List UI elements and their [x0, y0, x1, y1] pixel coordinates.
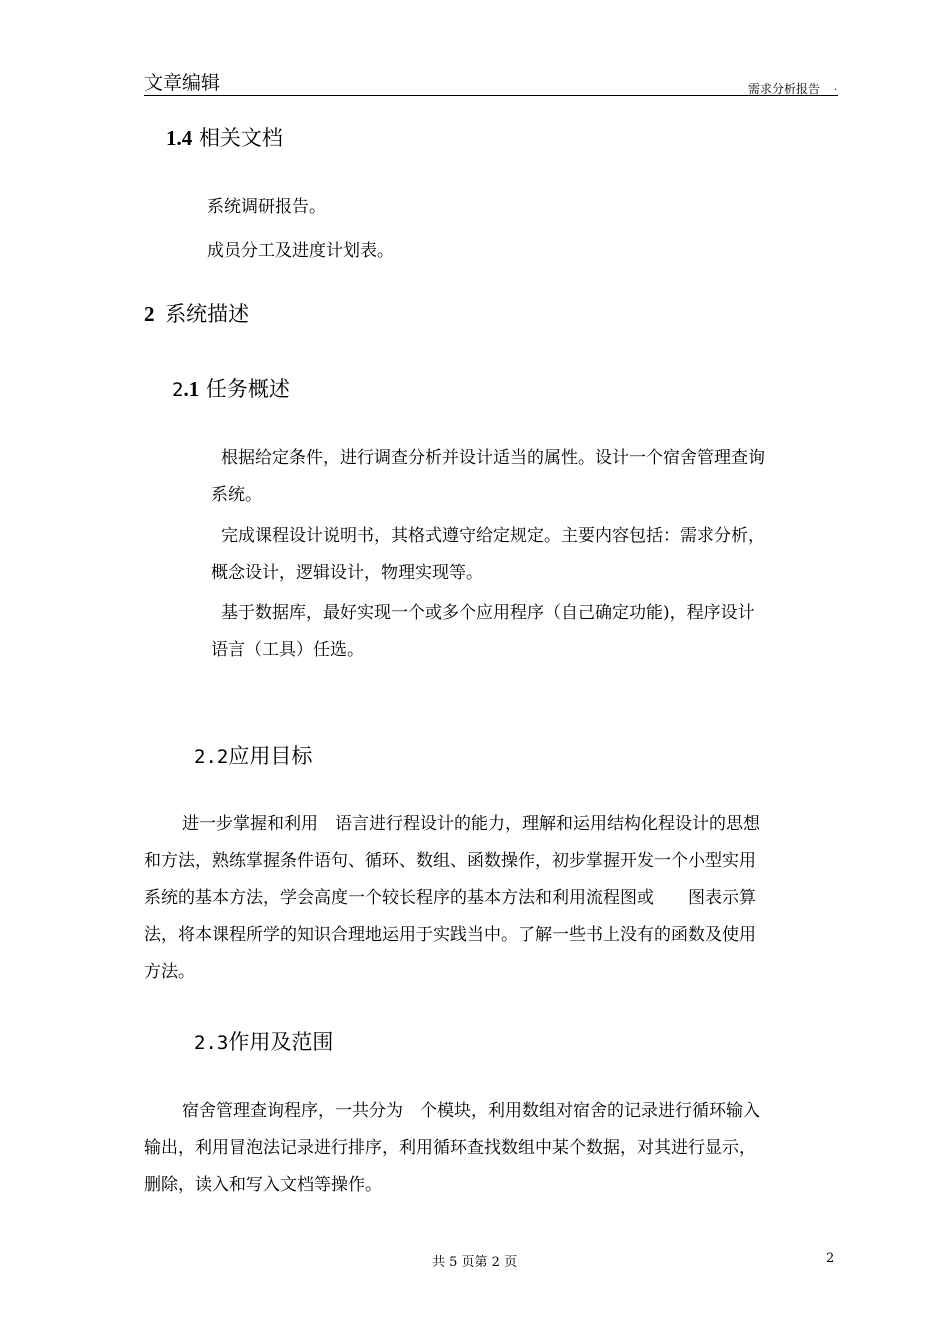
task-paragraph-2: [211, 518, 836, 592]
paragraph-line: 输出，利用冒泡法记录进行排序，利用循环查找数组中某个数据，对其进行显示，: [144, 1138, 756, 1158]
section-number: 2: [144, 302, 155, 326]
section-2-heading: [144, 298, 249, 328]
paragraph-line: 基于数据库，最好实现一个或多个应用程序（自己确定功能)，程序设计: [221, 603, 755, 623]
section-2-1-heading: [172, 373, 290, 403]
header-right-title: 需求分析报告: [748, 82, 821, 96]
paragraph-line: 法，将本课程所学的知识合理地运用于实践当中。了解一些书上没有的函数及使用: [144, 925, 756, 945]
paragraph-line: 和方法，熟练掌握条件语句、循环、数组、函数操作，初步掌握开发一个小型实用: [144, 851, 756, 871]
section-title: 应用目标: [228, 744, 313, 768]
header-tick-mark: .: [834, 82, 838, 93]
paragraph-line: 完成课程设计说明书，其格式遵守给定规定。主要内容包括：需求分析，: [221, 526, 765, 546]
footer-page-count: 共 5 页第 2 页: [432, 1255, 518, 1270]
section-number: 2.3: [194, 1032, 229, 1054]
doc-item-2: 成员分工及进度计划表。: [207, 241, 394, 261]
section-number: 2.2: [194, 746, 229, 768]
paragraph-line: 方法。: [144, 962, 195, 982]
section-number-minor: .1: [183, 377, 200, 401]
section-number: 1.4: [166, 126, 193, 150]
task-paragraph-1: [211, 440, 836, 514]
doc-item-1: 系统调研报告。: [207, 197, 326, 217]
section-title: 相关文档: [198, 126, 283, 150]
section-title: 任务概述: [205, 377, 290, 401]
paragraph-line: 进一步掌握和利用 语言进行程设计的能力，理解和运用结构化程设计的思想: [182, 814, 760, 834]
goal-paragraph: [144, 806, 836, 991]
header-left-title: 文章编辑: [144, 72, 221, 94]
section-1-4-heading: [166, 122, 283, 152]
section-2-3-heading: [194, 1026, 333, 1056]
paragraph-line: 系统的基本方法，学会高度一个较长程序的基本方法和利用流程图或 图表示算: [144, 888, 756, 908]
paragraph-line: 语言（工具）任选。: [211, 640, 364, 660]
header-rule: [144, 95, 838, 96]
paragraph-line: 根据给定条件，进行调查分析并设计适当的属性。设计一个宿舍管理查询: [221, 448, 765, 468]
section-2-2-heading: [194, 740, 312, 770]
paragraph-line: 系统。: [211, 485, 262, 505]
paragraph-line: 删除，读入和写入文档等操作。: [144, 1175, 382, 1195]
scope-paragraph: [144, 1093, 836, 1204]
section-number-major: 2: [172, 379, 184, 401]
section-title: 系统描述: [165, 302, 250, 326]
footer-page-number: 2: [826, 1251, 835, 1266]
paragraph-line: 概念设计，逻辑设计，物理实现等。: [211, 563, 483, 583]
task-paragraph-3: [211, 595, 836, 669]
section-title: 作用及范围: [228, 1030, 334, 1054]
paragraph-line: 宿舍管理查询程序，一共分为 个模块，利用数组对宿舍的记录进行循环输入: [182, 1101, 760, 1121]
